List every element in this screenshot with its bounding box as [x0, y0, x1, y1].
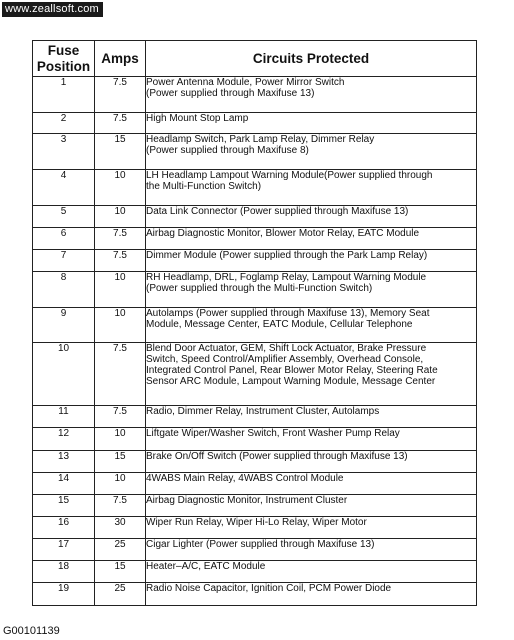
- amps-cell: 15: [95, 134, 146, 170]
- circuit-line: Airbag Diagnostic Monitor, Blower Motor Relay, EATC Module: [146, 228, 420, 239]
- table-row: [33, 170, 477, 206]
- circuits-cell: [146, 343, 477, 406]
- table-row: [33, 539, 477, 561]
- circuit-line: High Mount Stop Lamp: [146, 113, 249, 124]
- table-row: [33, 561, 477, 583]
- circuit-line: LH Headlamp Lampout Warning Module(Power supplied through: [146, 170, 433, 181]
- circuit-line: 4WABS Main Relay, 4WABS Control Module: [146, 473, 344, 484]
- circuit-line: Autolamps (Power supplied through Maxifuse 13), Memory Seat: [146, 308, 430, 319]
- fuse-position-cell: 13: [33, 451, 95, 473]
- amps-cell: 7.5: [95, 495, 146, 517]
- circuit-line: Dimmer Module (Power supplied through the Park Lamp Relay): [146, 250, 428, 261]
- circuits-cell: [146, 228, 477, 250]
- table-row: [33, 134, 477, 170]
- circuit-line: Module, Message Center, EATC Module, Cellular Telephone: [146, 319, 413, 330]
- amps-cell: 10: [95, 308, 146, 343]
- table-row: [33, 343, 477, 406]
- circuit-line: Sensor ARC Module, Lampout Warning Module, Message Center: [146, 376, 436, 387]
- circuits-cell: [146, 517, 477, 539]
- amps-cell: 7.5: [95, 406, 146, 428]
- fuse-position-cell: 15: [33, 495, 95, 517]
- fuse-position-cell: 11: [33, 406, 95, 428]
- table-row: [33, 228, 477, 250]
- circuits-cell: [146, 473, 477, 495]
- amps-cell: 15: [95, 561, 146, 583]
- circuit-line: Switch, Speed Control/Amplifier Assembly, Overhead Console,: [146, 354, 424, 365]
- circuit-line: Airbag Diagnostic Monitor, Instrument Cluster: [146, 495, 348, 506]
- table-row: [33, 406, 477, 428]
- circuits-cell: [146, 428, 477, 451]
- header-circuits-protected: Circuits Protected: [146, 41, 477, 77]
- table-row: [33, 583, 477, 606]
- fuse-table: [32, 40, 477, 606]
- circuit-line: the Multi-Function Switch): [146, 181, 262, 192]
- amps-cell: 7.5: [95, 343, 146, 406]
- amps-cell: 10: [95, 170, 146, 206]
- fuse-position-cell: 2: [33, 113, 95, 134]
- header-fuse-position: Fuse Position: [33, 41, 95, 77]
- table-row: [33, 206, 477, 228]
- circuit-line: Blend Door Actuator, GEM, Shift Lock Actuator, Brake Pressure: [146, 343, 427, 354]
- fuse-position-cell: 3: [33, 134, 95, 170]
- fuse-position-cell: 1: [33, 77, 95, 113]
- fuse-position-cell: 10: [33, 343, 95, 406]
- amps-cell: 25: [95, 583, 146, 606]
- table-row: [33, 113, 477, 134]
- amps-cell: 10: [95, 272, 146, 308]
- amps-cell: 7.5: [95, 113, 146, 134]
- fuse-position-cell: 6: [33, 228, 95, 250]
- fuse-position-cell: 19: [33, 583, 95, 606]
- fuse-position-cell: 8: [33, 272, 95, 308]
- amps-cell: 7.5: [95, 250, 146, 272]
- circuit-line: Liftgate Wiper/Washer Switch, Front Washer Pump Relay: [146, 428, 400, 439]
- circuits-cell: [146, 451, 477, 473]
- circuits-cell: [146, 206, 477, 228]
- circuits-cell: [146, 495, 477, 517]
- circuits-cell: [146, 561, 477, 583]
- fuse-position-cell: 14: [33, 473, 95, 495]
- circuits-cell: [146, 583, 477, 606]
- fuse-position-cell: 16: [33, 517, 95, 539]
- circuit-line: Heater–A/C, EATC Module: [146, 561, 266, 572]
- circuit-line: Integrated Control Panel, Rear Blower Motor Relay, Steering Rate: [146, 365, 438, 376]
- table-row: [33, 272, 477, 308]
- amps-cell: 25: [95, 539, 146, 561]
- fuse-table-body: [33, 77, 477, 606]
- circuits-cell: [146, 406, 477, 428]
- fuse-position-cell: 5: [33, 206, 95, 228]
- circuits-cell: [146, 272, 477, 308]
- amps-cell: 10: [95, 206, 146, 228]
- circuit-line: (Power supplied through Maxifuse 8): [146, 145, 309, 156]
- table-row: [33, 517, 477, 539]
- circuits-cell: [146, 250, 477, 272]
- fuse-position-cell: 17: [33, 539, 95, 561]
- amps-cell: 30: [95, 517, 146, 539]
- amps-cell: 7.5: [95, 228, 146, 250]
- circuits-cell: [146, 134, 477, 170]
- table-row: [33, 451, 477, 473]
- circuits-cell: [146, 77, 477, 113]
- figure-code: G00101139: [3, 625, 60, 637]
- fuse-position-cell: 18: [33, 561, 95, 583]
- fuse-position-cell: 4: [33, 170, 95, 206]
- fuse-position-cell: 7: [33, 250, 95, 272]
- circuit-line: Radio, Dimmer Relay, Instrument Cluster, Autolamps: [146, 406, 380, 417]
- table-row: [33, 77, 477, 113]
- fuse-position-cell: 12: [33, 428, 95, 451]
- circuit-line: Data Link Connector (Power supplied through Maxifuse 13): [146, 206, 409, 217]
- circuit-line: Wiper Run Relay, Wiper Hi-Lo Relay, Wiper Motor: [146, 517, 367, 528]
- circuit-line: (Power supplied through Maxifuse 13): [146, 88, 315, 99]
- amps-cell: 10: [95, 473, 146, 495]
- amps-cell: 7.5: [95, 77, 146, 113]
- circuit-line: Radio Noise Capacitor, Ignition Coil, PCM Power Diode: [146, 583, 392, 594]
- circuit-line: Brake On/Off Switch (Power supplied through Maxifuse 13): [146, 451, 408, 462]
- header-row: [33, 41, 477, 77]
- table-row: [33, 495, 477, 517]
- circuits-cell: [146, 113, 477, 134]
- watermark: www.zeallsoft.com: [2, 2, 103, 17]
- circuit-line: Cigar Lighter (Power supplied through Maxifuse 13): [146, 539, 375, 550]
- table-row: [33, 308, 477, 343]
- circuits-cell: [146, 308, 477, 343]
- circuit-line: (Power supplied through the Multi-Function Switch): [146, 283, 373, 294]
- circuit-line: Headlamp Switch, Park Lamp Relay, Dimmer Relay: [146, 134, 375, 145]
- circuits-cell: [146, 170, 477, 206]
- table-row: [33, 250, 477, 272]
- circuits-cell: [146, 539, 477, 561]
- amps-cell: 15: [95, 451, 146, 473]
- table-row: [33, 428, 477, 451]
- table-row: [33, 473, 477, 495]
- circuit-line: Power Antenna Module, Power Mirror Switch: [146, 77, 345, 88]
- amps-cell: 10: [95, 428, 146, 451]
- header-amps: Amps: [95, 41, 146, 77]
- circuit-line: RH Headlamp, DRL, Foglamp Relay, Lampout Warning Module: [146, 272, 427, 283]
- fuse-position-cell: 9: [33, 308, 95, 343]
